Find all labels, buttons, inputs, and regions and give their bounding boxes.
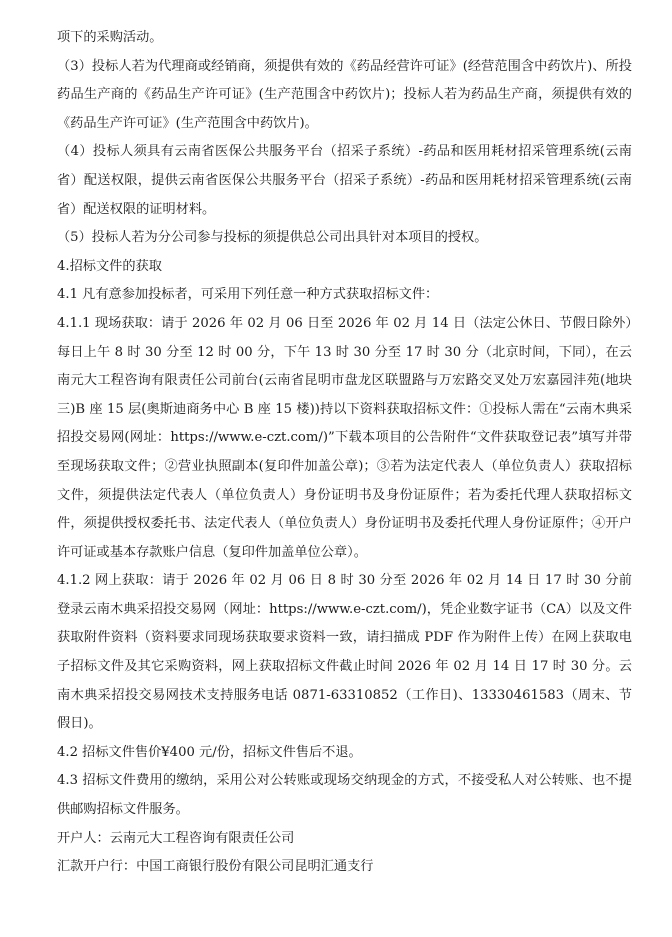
paragraph-4-2-price: 4.2 招标文件售价¥400 元/份，招标文件售后不退。 (57, 744, 362, 760)
paragraph-requirement-4: （4）投标人须具有云南省医保公共服务平台（招采子系统）-药品和医用耗材招采管理系统(云南省）配送权限，提供云南省医保公共服务平台（招采子系统）-药品和医用耗材招采管理系统(云南省）配送权限的证明材料。 (57, 144, 632, 217)
paragraph-4-1-2-online: 4.1.2 网上获取：请于 2026 年 02 月 06 日 8 时 30 分至 2026 年 02 月 14 日 17 时 30 分前登录云南木典采招投交易网（网址：https://www.e-czt.com/)，凭企业数字证书（CA）以及文件获取附件资料（资料要求同现场获取要求资料一致，请扫描成 PDF 作为附件上传）在网上获取电子招标文件及其它采购资料，网上获取招标文件截止时间 2026 年 02 月 14 日 17 时 30 分。云南木典采招投交易网技术支持服务电话 0871-63310852（工作日)、13330461583（周末、节假日)。 (57, 573, 632, 732)
paragraph-procurement-scope-end: 项下的采购活动。 (57, 30, 163, 45)
paragraph-4-1: 4.1 凡有意参加投标者，可采用下列任意一种方式获取招标文件： (57, 287, 439, 303)
account-holder-line: 开户人：云南元大工程咨询有限责任公司 (57, 830, 295, 846)
paragraph-requirement-3: （3）投标人若为代理商或经销商，须提供有效的《药品经营许可证》(经营范围含中药饮片)、所投药品生产商的《药品生产许可证》(生产范围含中药饮片)；投标人若为药品生产商，须提供有效的《药品生产许可证》(生产范围含中药饮片)。 (57, 58, 632, 131)
bank-line: 汇款开户行：中国工商银行股份有限公司昆明汇通支行 (57, 859, 374, 875)
paragraph-requirement-5: （5）投标人若为分公司参与投标的须提供总公司出具针对本项目的授权。 (57, 230, 488, 246)
paragraph-4-3-payment: 4.3 招标文件费用的缴纳，采用公对公转账或现场交纳现金的方式，不接受私人对公转账、也不提供邮购招标文件服务。 (57, 773, 632, 818)
section-heading-4: 4.招标文件的获取 (57, 258, 162, 274)
paragraph-4-1-1-onsite: 4.1.1 现场获取：请于 2026 年 02 月 06 日至 2026 年 02 月 14 日（法定公休日、节假日除外）每日上午 8 时 30 分至 12 时 00 分，下午 13 时 30 分至 17 时 30 分（北京时间，下同），在云南元大工程咨询有限责任公司前台(云南省昆明市盘龙区联盟路与万宏路交叉处万宏嘉园沣苑(地块三)B 座 15 层(奥斯迪商务中心 B 座 15 楼))持以下资料获取招标文件：①投标人需在“云南木典采招投交易网(网址：https://www.e-czt.com/)”下载本项目的公告附件“文件获取登记表”填写并带至现场获取文件；②营业执照副本(复印件加盖公章)；③若为法定代表人（单位负责人）获取招标文件，须提供法定代表人（单位负责人）身份证明书及身份证原件；若为委托代理人获取招标文件，须提供授权委托书、法定代表人（单位负责人）身份证明书及委托代理人身份证原件；④开户许可证或基本存款账户信息（复印件加盖单位公章）。 (57, 315, 632, 560)
